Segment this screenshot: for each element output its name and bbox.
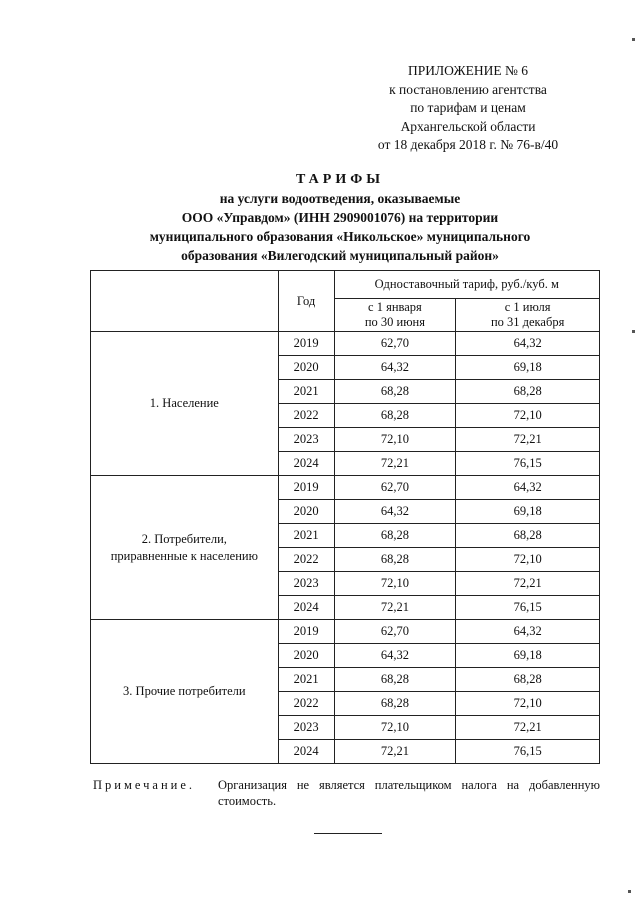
tariff-cell: 68,28 <box>334 524 456 548</box>
document-title <box>90 170 590 265</box>
closing-divider <box>314 833 382 834</box>
tariff-cell: 64,32 <box>334 356 456 380</box>
note-text: Организация не является плательщиком налога на добавленную стоимость. <box>218 778 600 808</box>
tariff-cell: 72,21 <box>456 716 600 740</box>
tariff-cell: 72,10 <box>334 716 456 740</box>
tariff-cell: 62,70 <box>334 476 456 500</box>
tariff-header: Одноставочный тариф, руб./куб. м <box>334 271 599 299</box>
tariff-cell: 72,21 <box>334 740 456 764</box>
appendix-line: от 18 декабря 2018 г. № 76-в/40 <box>377 137 559 152</box>
period-2-header <box>456 299 600 332</box>
year-cell: 2022 <box>278 404 334 428</box>
tariff-cell: 76,15 <box>456 740 600 764</box>
tariff-cell: 64,32 <box>456 476 600 500</box>
category-cell <box>91 332 279 476</box>
year-cell: 2022 <box>278 548 334 572</box>
year-cell: 2020 <box>278 644 334 668</box>
year-cell: 2020 <box>278 500 334 524</box>
tariff-cell: 64,32 <box>334 644 456 668</box>
scan-mark <box>632 38 635 41</box>
period-2-line: с 1 июля <box>504 300 551 314</box>
tariff-cell: 72,10 <box>456 692 600 716</box>
scan-mark <box>632 330 635 333</box>
appendix-line: по тарифам и ценам <box>410 100 526 115</box>
year-header: Год <box>278 271 334 332</box>
tariff-cell: 72,21 <box>334 596 456 620</box>
tariff-cell: 72,21 <box>456 572 600 596</box>
tariff-cell: 62,70 <box>334 620 456 644</box>
tariff-cell: 62,70 <box>334 332 456 356</box>
category-header-cell <box>91 271 279 332</box>
category-cell <box>91 620 279 764</box>
tariff-cell: 72,10 <box>456 548 600 572</box>
tariff-cell: 72,21 <box>456 428 600 452</box>
tariff-cell: 69,18 <box>456 644 600 668</box>
category-label: 1. Население <box>149 396 219 410</box>
table-row <box>91 476 600 500</box>
period-1-line: по 30 июня <box>364 315 425 329</box>
year-cell: 2024 <box>278 596 334 620</box>
title-line: ООО «Управдом» (ИНН 2909001076) на территории <box>181 210 499 225</box>
period-2-line: по 31 декабря <box>490 315 565 329</box>
tariff-cell: 69,18 <box>456 356 600 380</box>
year-cell: 2021 <box>278 380 334 404</box>
year-cell: 2021 <box>278 524 334 548</box>
year-cell: 2019 <box>278 476 334 500</box>
title-heading: ТАРИФЫ <box>296 172 384 187</box>
scan-mark <box>628 890 631 893</box>
year-cell: 2019 <box>278 332 334 356</box>
tariff-cell: 68,28 <box>456 668 600 692</box>
tariff-cell: 76,15 <box>456 452 600 476</box>
tariff-cell: 72,10 <box>334 428 456 452</box>
year-cell: 2024 <box>278 740 334 764</box>
title-line: муниципального образования «Никольское» муниципального <box>149 229 531 244</box>
tariff-cell: 72,10 <box>456 404 600 428</box>
year-cell: 2022 <box>278 692 334 716</box>
tariff-cell: 72,10 <box>334 572 456 596</box>
year-cell: 2024 <box>278 452 334 476</box>
year-cell: 2023 <box>278 716 334 740</box>
appendix-line: к постановлению агентства <box>389 81 547 97</box>
appendix-line: ПРИЛОЖЕНИЕ № 6 <box>407 63 529 78</box>
note-label: Примечание. <box>93 778 196 792</box>
year-cell: 2023 <box>278 428 334 452</box>
year-cell: 2023 <box>278 572 334 596</box>
period-1-line: с 1 января <box>368 300 422 314</box>
tariff-cell: 68,28 <box>334 668 456 692</box>
tariff-cell: 68,28 <box>334 548 456 572</box>
table-header-row <box>91 271 600 299</box>
year-cell: 2019 <box>278 620 334 644</box>
category-cell <box>91 476 279 620</box>
tariff-cell: 64,32 <box>456 620 600 644</box>
category-label: приравненные к населению <box>110 548 258 563</box>
tariff-cell: 72,21 <box>334 452 456 476</box>
category-label: 3. Прочие потребители <box>123 684 246 698</box>
appendix-line: Архангельской области <box>400 118 536 134</box>
tariff-cell: 76,15 <box>456 596 600 620</box>
tariff-cell: 68,28 <box>334 380 456 404</box>
year-cell: 2020 <box>278 356 334 380</box>
table-row <box>91 620 600 644</box>
tariff-cell: 68,28 <box>334 692 456 716</box>
tariff-cell: 64,32 <box>334 500 456 524</box>
tariff-cell: 69,18 <box>456 500 600 524</box>
tariff-cell: 68,28 <box>456 380 600 404</box>
tariff-cell: 64,32 <box>456 332 600 356</box>
title-line: образования «Вилегодский муниципальный район» <box>181 248 499 263</box>
year-cell: 2021 <box>278 668 334 692</box>
tariff-cell: 68,28 <box>334 404 456 428</box>
category-label: 2. Потребители, <box>141 531 227 546</box>
table-row <box>91 332 600 356</box>
appendix-block <box>340 62 596 155</box>
period-1-header <box>334 299 456 332</box>
tariff-cell: 68,28 <box>456 524 600 548</box>
tariff-table <box>90 270 600 764</box>
title-line: на услуги водоотведения, оказываемые <box>219 191 461 206</box>
